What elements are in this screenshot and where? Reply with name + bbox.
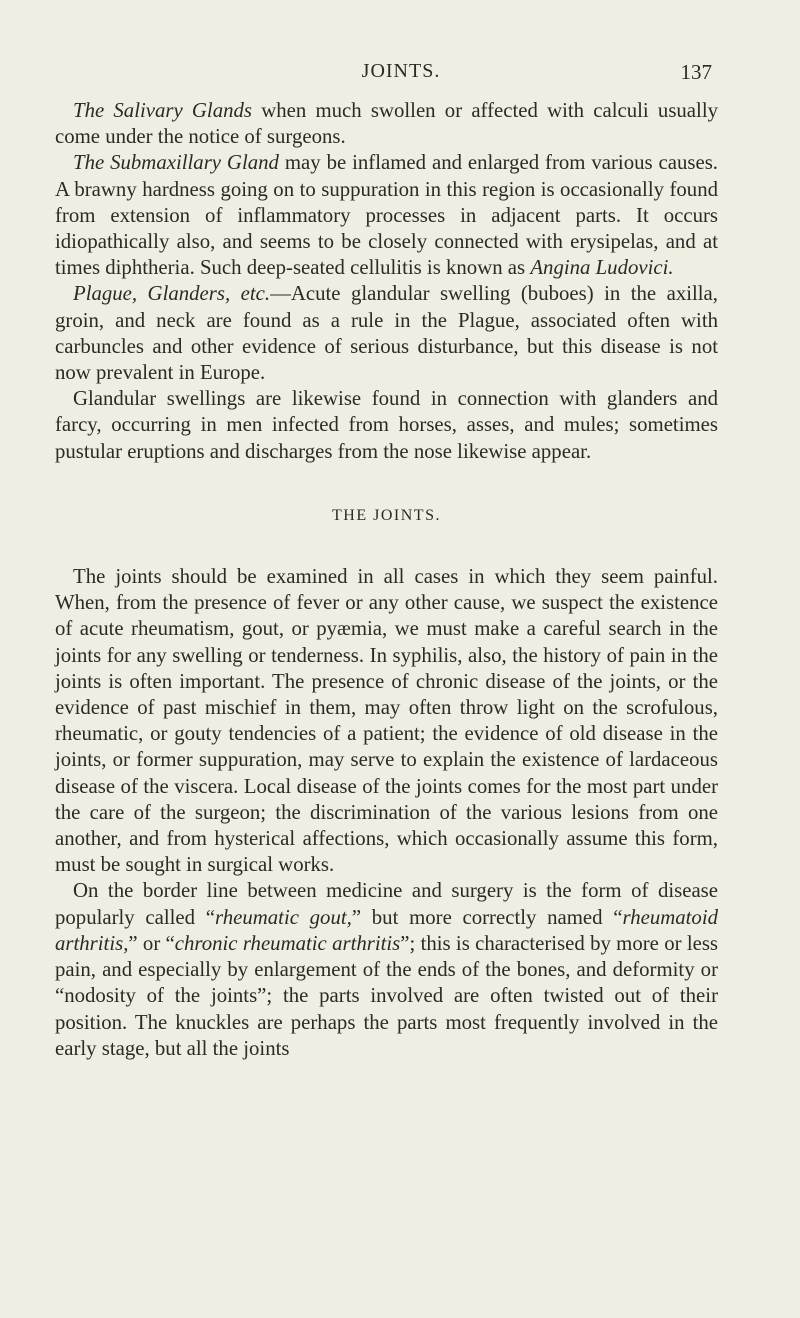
page-header [90,60,712,90]
page-number: 137 [680,60,712,84]
paragraph-plague-glanders [55,281,718,386]
paragraph-glandular-swellings [55,386,718,465]
paragraph-text: —Acute glandular swelling (buboes) in the axilla, groin, and neck are found as a rule in the Plague, associated often with carbuncles and other evidence of serious disturbance, but this disease is not now prevalent in Europe. [55,282,718,385]
running-head: JOINTS. [361,60,441,82]
italic-lead: The Salivary Glands [73,99,253,122]
paragraph-salivary-glands [55,98,718,150]
italic-term: rheumatoid arthritis, [55,905,718,955]
italic-term: rheumatic gout, [215,905,352,929]
paragraph-joints-examination [55,564,718,878]
italic-term: chronic rheumatic arthritis [174,931,401,955]
section-heading: THE JOINTS. [332,506,441,524]
text-run: On the border line between medicine and surgery is the form of disease popularly called “ [55,879,718,929]
italic-term: Angina Ludovici. [530,256,674,280]
paragraph-rheumatoid-arthritis [55,878,718,1061]
paragraph-submaxillary-gland [55,150,718,281]
text-run: ”; this is characterised by more or less pain, and especially by enlargement of the ends of the bones, and deformity or “nodosity of the joints”; the parts involved are often twisted out of their position. The knuckles are perhaps the parts most frequently involved in the early stage, but all the joints [55,931,719,1060]
italic-lead: Plague, Glanders, etc. [73,282,271,306]
italic-lead: The Submaxillary Gland [73,151,279,175]
text-run: ” or “ [128,931,175,955]
paragraph-text: The joints should be examined in all cases in which they seem painful. When, from the presence of fever or any other cause, we suspect the existence of acute rheumatism, gout, or pyæmia, we must make a careful search in the joints for any swelling or tenderness. In syphilis, also, the history of pain in the joints is often important. The presence of chronic disease of the joints, or the evidence of past mischief in them, may often throw light on the scrofulous, rheumatic, or gouty tendencies of a patient; the evidence of old disease in the joints, or former suppuration, may serve to explain the existence of lardaceous disease of the viscera. Local disease of the joints comes for the most part under the care of the surgeon; the discrimination of the various lesions from one another, and from hysterical affections, which occasionally assume this form, must be sought in surgical works. [55,565,718,877]
paragraph-text: Glandular swellings are likewise found in connection with glanders and farcy, occurring in men infected from horses, asses, and mules; sometimes pustular eruptions and discharges from the nose likewise appear. [55,387,718,463]
text-run: ” but more correctly named “ [351,905,623,929]
paragraph-text: when much swollen or affected with calculi usually come under the notice of surgeons. [55,99,718,149]
paragraph-text: may be inflamed and enlarged from various causes. A brawny hardness going on to suppuration in this region is occasionally found from extension of inflammatory processes in adjacent parts. It occurs idiopathically also, and seems to be closely connected with erysipelas, and at times diphtheria. Such deep-seated cellulitis is known as [55,151,718,280]
body-text [55,98,718,1062]
